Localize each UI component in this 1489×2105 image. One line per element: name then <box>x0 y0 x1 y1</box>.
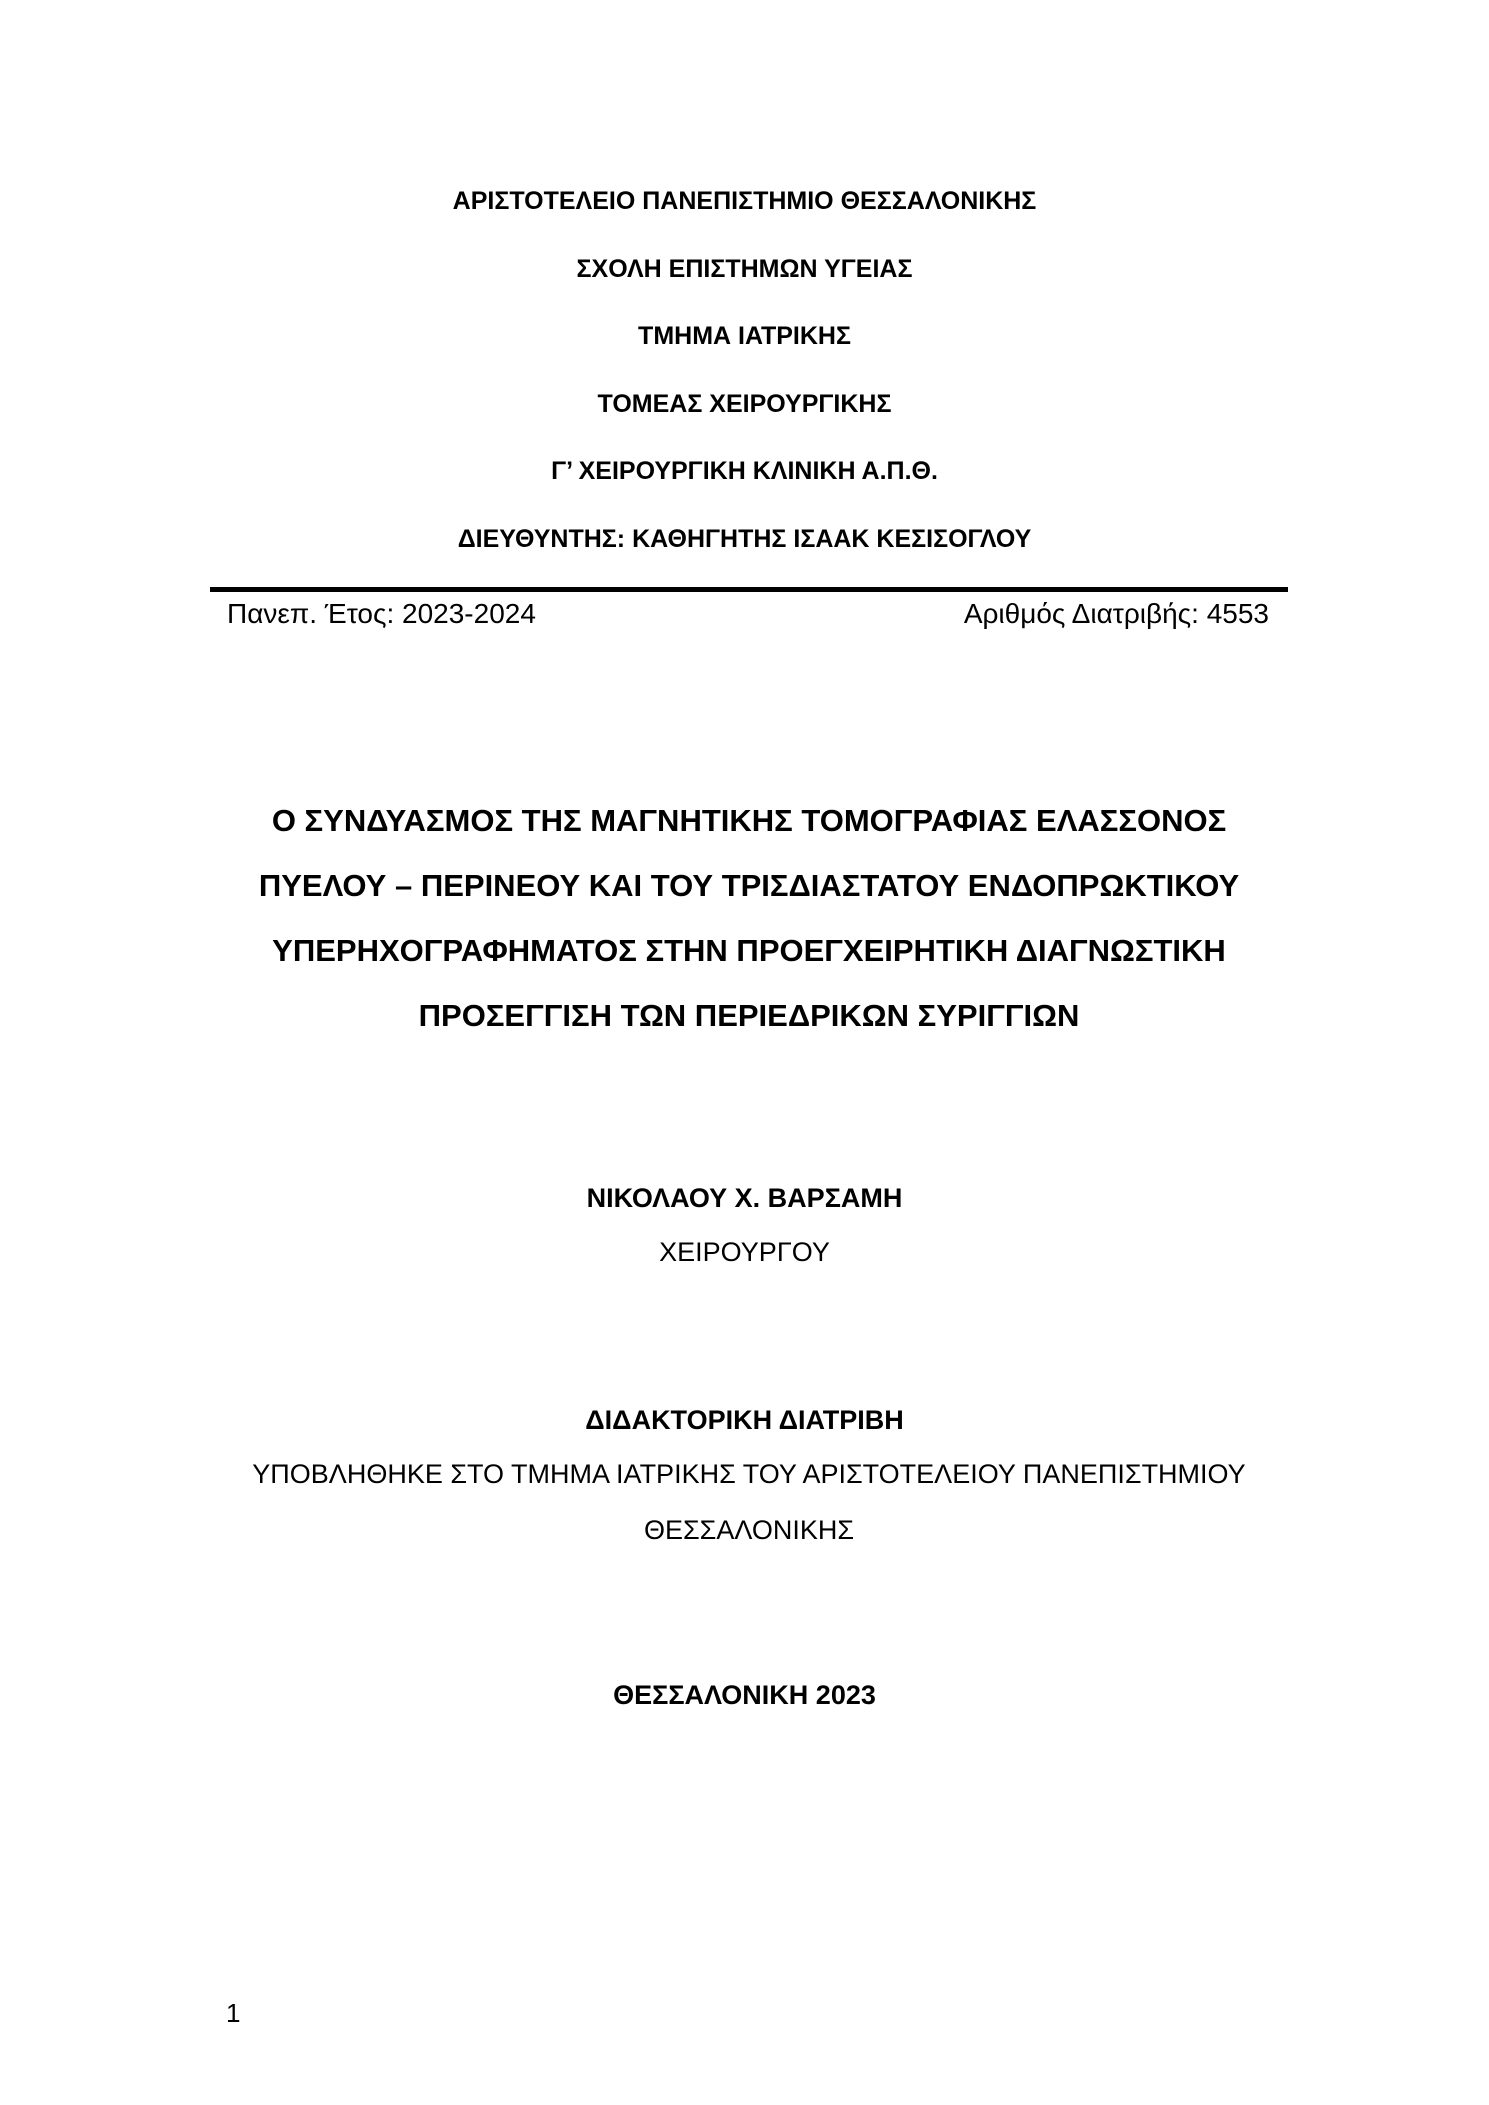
submission-line: ΘΕΣΣΑΛΟΝΙΚΗΣ <box>643 1515 855 1545</box>
thesis-title-line: ΥΠΕΡΗΧΟΓΡΑΦΗΜΑΤΟΣ ΣΤΗΝ ΠΡΟΕΓΧΕΙΡΗΤΙΚΗ ΔΙΑΓΝΩΣΤΙΚΗ <box>272 933 1226 968</box>
thesis-title <box>210 788 1288 1048</box>
university-name: ΑΡΙΣΤΟΤΕΛΕΙΟ ΠΑΝΕΠΙΣΤΗΜΙΟ ΘΕΣΣΑΛΟΝΙΚΗΣ <box>452 187 1037 215</box>
place-year: ΘΕΣΣΑΛΟΝΙΚΗ 2023 <box>613 1680 876 1710</box>
submission-statement <box>210 1446 1288 1558</box>
sector-name: ΤΟΜΕΑΣ ΧΕΙΡΟΥΡΓΙΚΗΣ <box>597 390 892 418</box>
academic-year: Πανεπ. Έτος: 2023-2024 <box>227 598 536 629</box>
page-number: 1 <box>226 1998 241 2028</box>
school-name: ΣΧΟΛΗ ΕΠΙΣΤΗΜΩΝ ΥΓΕΙΑΣ <box>576 255 913 283</box>
thesis-title-line: Ο ΣΥΝΔΥΑΣΜΟΣ ΤΗΣ ΜΑΓΝΗΤΙΚΗΣ ΤΟΜΟΓΡΑΦΙΑΣ ΕΛΑΣΣΟΝΟΣ <box>271 803 1227 838</box>
department-name: ΤΜΗΜΑ ΙΑΤΡΙΚΗΣ <box>638 322 851 350</box>
submission-line: ΥΠΟΒΛΗΘΗΚΕ ΣΤΟ ΤΜΗΜΑ ΙΑΤΡΙΚΗΣ ΤΟΥ ΑΡΙΣΤΟΤΕΛΕΙΟΥ ΠΑΝΕΠΙΣΤΗΜΙΟΥ <box>252 1459 1246 1489</box>
author-profession: ΧΕΙΡΟΥΡΓΟΥ <box>659 1237 830 1267</box>
thesis-title-line: ΠΥΕΛΟΥ – ΠΕΡΙΝΕΟΥ ΚΑΙ ΤΟΥ ΤΡΙΣΔΙΑΣΤΑΤΟΥ ΕΝΔΟΠΡΩΚΤΙΚΟΥ <box>258 868 1240 903</box>
thesis-type: ΔΙΔΑΚΤΟΡΙΚΗ ΔΙΑΤΡΙΒΗ <box>585 1405 904 1435</box>
clinic-name: Γ’ ΧΕΙΡΟΥΡΓΙΚΗ ΚΛΙΝΙΚΗ Α.Π.Θ. <box>551 457 938 485</box>
thesis-number: Αριθμός Διατριβής: 4553 <box>963 598 1269 629</box>
thesis-title-line: ΠΡΟΣΕΓΓΙΣΗ ΤΩΝ ΠΕΡΙΕΔΡΙΚΩΝ ΣΥΡΙΓΓΙΩΝ <box>418 998 1080 1033</box>
header-divider <box>210 587 1288 592</box>
author-name: ΝΙΚΟΛΑΟΥ Χ. ΒΑΡΣΑΜΗ <box>586 1183 903 1213</box>
director-line: ΔΙΕΥΘΥΝΤΗΣ: ΚΑΘΗΓΗΤΗΣ ΙΣΑΑΚ ΚΕΣΙΣΟΓΛΟΥ <box>457 525 1032 553</box>
